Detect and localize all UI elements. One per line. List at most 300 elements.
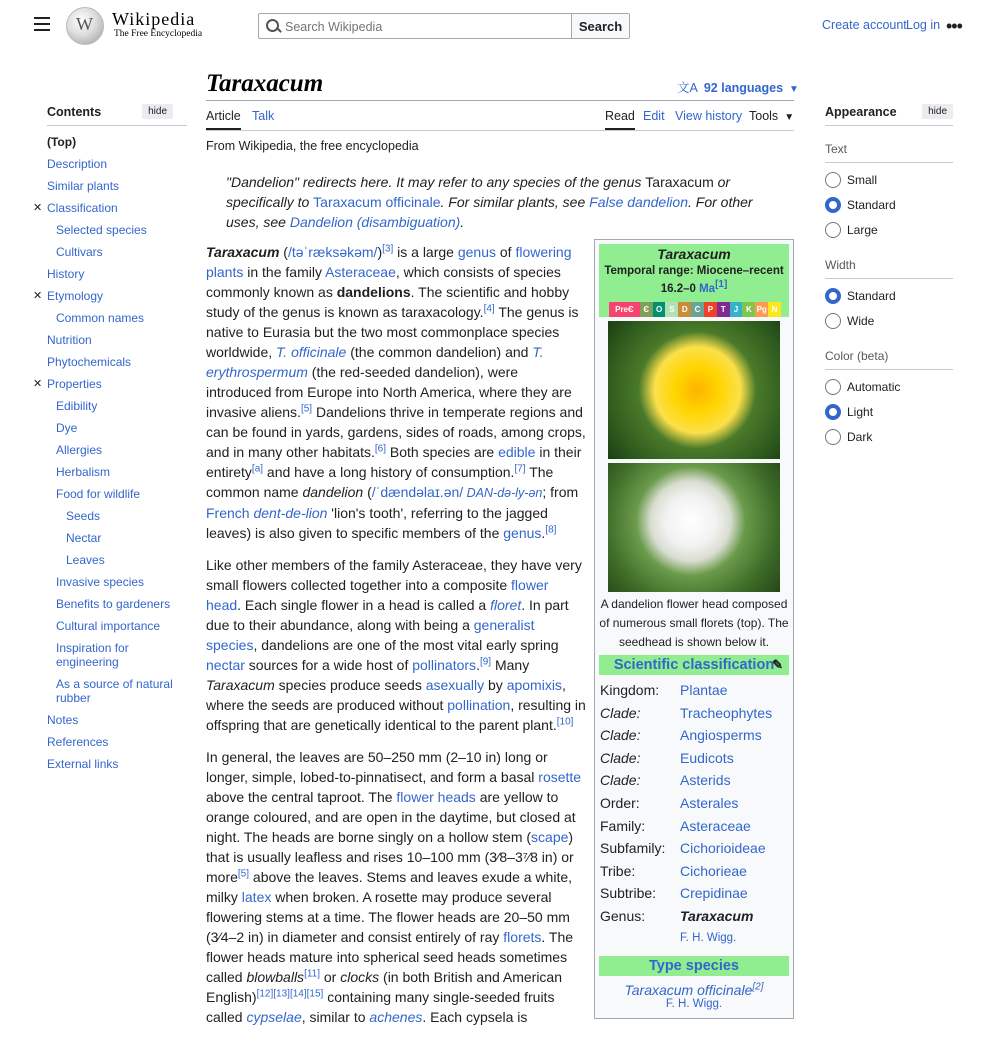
period-segment[interactable]: Pg: [755, 302, 768, 317]
text: . The flower heads mature into spherical seed heads sometimes called: [206, 929, 574, 985]
period-segment[interactable]: K: [742, 302, 755, 317]
link[interactable]: asexually: [425, 677, 485, 693]
toc-item[interactable]: [33, 527, 173, 549]
text: and have a long history of consumption.: [263, 464, 515, 480]
type-species-header: [599, 956, 789, 976]
toc-item[interactable]: [33, 395, 173, 417]
toc-hide-button[interactable]: hide: [142, 104, 173, 119]
text: in the family: [243, 264, 326, 280]
radio-selected-icon[interactable]: [825, 197, 841, 213]
toc-item[interactable]: [33, 709, 173, 731]
text: above the leaves. Stems and leaves exude a white, milky: [206, 869, 573, 905]
scientific-classification-header: [599, 655, 789, 675]
wikipedia-tagline: The Free Encyclopedia: [114, 29, 203, 39]
text: Taraxacum: [206, 677, 275, 693]
classification-row: [595, 882, 793, 905]
toc-item[interactable]: [33, 673, 173, 709]
languages-label: 92 languages: [703, 81, 784, 95]
genus-authority[interactable]: F. H. Wigg.: [680, 931, 737, 944]
ipa-link[interactable]: /təˈræksəkəm/: [287, 244, 378, 260]
respelling-link[interactable]: DAN-də-ly-ən: [463, 486, 543, 500]
classification-row: [595, 905, 793, 928]
link[interactable]: flower head: [206, 577, 549, 613]
text: Many: [491, 657, 530, 673]
text: The common name: [206, 464, 554, 500]
toc-item[interactable]: [33, 219, 173, 241]
toc-link[interactable]: Invasive species: [56, 575, 145, 589]
text: in) or more: [206, 849, 574, 885]
rank-label: Kingdom:: [600, 682, 660, 698]
text: Both species are: [386, 444, 499, 460]
appearance-header: [825, 104, 953, 119]
toc-item[interactable]: [33, 175, 173, 197]
link[interactable]: flowering plants: [206, 244, 572, 280]
taxobox-header: [599, 244, 789, 317]
link[interactable]: achenes: [369, 1009, 423, 1025]
taxon-link[interactable]: Tracheophytes: [680, 704, 773, 721]
option-label: Automatic: [847, 379, 901, 394]
rank-label[interactable]: Clade:: [600, 772, 641, 789]
expand-toggle-icon[interactable]: ✕: [33, 378, 43, 390]
text: above the central taproot. The: [206, 789, 397, 805]
site-header: [0, 0, 1000, 52]
toc-link[interactable]: Food for wildlife: [56, 487, 141, 501]
hatnote-text: . For similar plants, see: [440, 194, 590, 210]
geologic-timescale-bar: [609, 302, 781, 317]
text-size-label: Text: [825, 142, 953, 163]
taxon-link[interactable]: Cichorieae: [680, 862, 747, 879]
toc-item[interactable]: [33, 417, 173, 439]
rank-label[interactable]: Clade:: [600, 727, 641, 744]
taxon-link[interactable]: Crepidinae: [680, 885, 748, 902]
toc-link[interactable]: Common names: [56, 311, 145, 325]
link[interactable]: French: [206, 505, 250, 521]
create-account-link[interactable]: Create account: [822, 18, 907, 32]
text: dandelions: [336, 284, 411, 300]
width-options: [825, 283, 953, 333]
link[interactable]: genus: [503, 525, 542, 541]
toc-item[interactable]: [33, 731, 173, 753]
text: .: [541, 525, 546, 541]
temporal-range-label: Temporal range: Miocene–recent: [604, 265, 784, 277]
radio-icon[interactable]: [825, 379, 841, 395]
appearance-title: Appearance: [825, 104, 897, 119]
type-species-authority[interactable]: F. H. Wigg.: [665, 997, 723, 1010]
citation-link[interactable]: [2]: [752, 980, 764, 992]
expand-toggle-icon[interactable]: ✕: [33, 290, 43, 302]
text: clocks: [340, 969, 380, 985]
text: is a large: [393, 244, 458, 260]
text: ; from: [542, 484, 579, 500]
classification-row: [595, 837, 793, 860]
type-species-value: [595, 982, 793, 998]
taxon-link[interactable]: Asterales: [680, 794, 739, 811]
text: ): [377, 244, 383, 260]
text: . Each single flower in a head is called a: [237, 597, 491, 613]
pencil-icon[interactable]: ✎: [772, 657, 783, 672]
tab-read[interactable]: Read: [605, 109, 635, 130]
toc-item[interactable]: [33, 329, 173, 351]
text-size-small-option[interactable]: [825, 167, 953, 192]
toc-link[interactable]: Nectar: [66, 531, 102, 545]
text: (: [363, 484, 372, 500]
toc-link[interactable]: Selected species: [56, 223, 147, 237]
hatnote-text: or specifically to: [226, 174, 731, 210]
temporal-range: [601, 262, 787, 298]
toc-link[interactable]: External links: [47, 757, 119, 771]
classification-row: [595, 860, 793, 883]
taxon-link[interactable]: Cichorioideae: [680, 840, 766, 857]
toc-item[interactable]: [33, 373, 173, 395]
text: , where the seeds are produced without: [206, 677, 566, 713]
taxon-link[interactable]: Plantae: [680, 682, 728, 698]
text: containing many single-seeded fruits called: [206, 989, 555, 1025]
toc-item[interactable]: [33, 615, 173, 637]
width-wide-option[interactable]: [825, 308, 953, 333]
hatnote-link[interactable]: Taraxacum officinale: [313, 194, 441, 210]
taxon-link: Taraxacum: [680, 907, 754, 924]
text: by: [484, 677, 507, 693]
link[interactable]: nectar: [206, 657, 245, 673]
toc-item[interactable]: [33, 285, 173, 307]
hatnote: [206, 172, 776, 232]
toc-link[interactable]: Notes: [47, 713, 79, 727]
radio-icon[interactable]: [825, 313, 841, 329]
toc-item[interactable]: [33, 197, 173, 219]
from-wikipedia-note: From Wikipedia, the free encyclopedia: [206, 139, 419, 153]
rank-label: Subfamily:: [600, 840, 666, 857]
hatnote-text: Taraxacum: [645, 174, 714, 190]
taxobox-title: Taraxacum: [657, 246, 731, 262]
option-label: Dark: [847, 429, 873, 444]
toc-link[interactable]: Properties: [47, 377, 102, 391]
classification-rows: [595, 679, 793, 928]
rank-label: Order:: [600, 794, 640, 811]
link[interactable]: T. officinale: [276, 344, 347, 360]
text: , dandelions are one of the most vital early spring: [253, 637, 559, 653]
dandelion-seedhead-image[interactable]: [608, 463, 780, 592]
paragraph: [206, 747, 586, 1027]
classification-row: [595, 679, 793, 702]
citation-link[interactable]: [6]: [374, 443, 387, 455]
toc-title: Contents: [47, 104, 102, 119]
text: dandelion: [302, 484, 364, 500]
link[interactable]: florets: [503, 929, 542, 945]
toc-link[interactable]: Etymology: [47, 289, 104, 303]
link[interactable]: floret: [490, 597, 522, 613]
text: sources for a wide host of: [244, 657, 413, 673]
period-segment[interactable]: D: [678, 302, 691, 317]
width-label: Width: [825, 258, 953, 279]
toc-link[interactable]: (Top): [47, 135, 77, 149]
text: Taraxacum: [206, 244, 280, 260]
wikipedia-wordmark[interactable]: Wikipedia: [112, 9, 196, 29]
text: The genus is native to Eurasia but the two most commonplace species worldwide,: [206, 304, 579, 360]
rank-label: Genus:: [600, 907, 646, 924]
text: , which consists of species commonly known as: [206, 264, 561, 300]
option-label: Large: [847, 222, 878, 237]
fraction: 3⁄8–3⁷⁄8: [489, 849, 538, 865]
period-segment[interactable]: J: [730, 302, 743, 317]
toc-link[interactable]: Cultivars: [56, 245, 103, 259]
taxobox: [594, 239, 794, 1019]
tab-article[interactable]: Article: [206, 109, 241, 130]
period-segment[interactable]: O: [653, 302, 666, 317]
expand-toggle-icon[interactable]: ✕: [33, 202, 43, 214]
text: 'lion's tooth', referring to the jagged leaves) is also given to specific members of the: [206, 505, 548, 541]
classification-row: [595, 724, 793, 747]
radio-selected-icon[interactable]: [825, 404, 841, 420]
table-of-contents: [33, 104, 173, 775]
period-segment[interactable]: T: [717, 302, 730, 317]
paragraph: [206, 555, 586, 735]
toc-link[interactable]: References: [47, 735, 109, 749]
text: . In part due to their abundance, along with being a: [206, 597, 569, 633]
radio-icon[interactable]: [825, 429, 841, 445]
dandelion-flower-image[interactable]: [608, 321, 780, 459]
toc-link[interactable]: Nutrition: [47, 333, 92, 347]
toc-item[interactable]: [33, 593, 173, 615]
text: (: [279, 244, 288, 260]
option-label: Light: [847, 404, 874, 419]
title-divider: [206, 100, 794, 101]
color-automatic-option[interactable]: [825, 374, 953, 399]
classification-row: [595, 769, 793, 792]
hatnote-link[interactable]: Dandelion (disambiguation): [289, 214, 461, 230]
toc-link[interactable]: Classification: [47, 201, 118, 215]
text: Like other members of the family Asteraceae, they have very small flowers collected together into a composite: [206, 557, 582, 593]
ma-link[interactable]: Ma: [699, 283, 716, 295]
text: species produce seeds: [274, 677, 426, 693]
citation-link[interactable]: [4]: [483, 303, 495, 315]
radio-icon[interactable]: [825, 222, 841, 238]
citation-link[interactable]: [7]: [514, 463, 526, 475]
text: ) that is usually leafless and rises 10–100 mm (: [206, 829, 574, 865]
citation-link[interactable]: [12][13][14][15]: [256, 988, 324, 1000]
taxon-link[interactable]: Asteraceae: [680, 817, 751, 834]
image-caption: A dandelion flower head composed of numerous small florets (top). The seedhead is shown below it.: [599, 597, 789, 649]
hatnote-text: "Dandelion" redirects here. It may refer to any species of the genus: [226, 174, 646, 190]
hatnote-link[interactable]: False dandelion: [589, 194, 688, 210]
link[interactable]: pollinators: [412, 657, 477, 673]
option-label: Small: [847, 172, 878, 187]
toc-item[interactable]: [33, 153, 173, 175]
text: In general, the leaves are 50–250 mm (2–10 in) long or longer, simple, lobed-to-pinnatisect, and form a basal: [206, 749, 548, 785]
color-label: Color (beta): [825, 349, 953, 370]
color-light-option[interactable]: [825, 399, 953, 424]
link[interactable]: generalist species: [206, 617, 535, 653]
citation-link[interactable]: [3]: [382, 243, 394, 255]
classification-row: [595, 747, 793, 770]
citation-link[interactable]: [5]: [300, 403, 313, 415]
toc-link[interactable]: Phytochemicals: [47, 355, 132, 369]
classification-row: [595, 815, 793, 838]
radio-selected-icon[interactable]: [825, 288, 841, 304]
appearance-hide-button[interactable]: hide: [922, 104, 953, 119]
rank-label: Family:: [600, 817, 646, 834]
toc-item[interactable]: [33, 241, 173, 263]
text: (in both British and American English): [206, 969, 563, 1005]
link[interactable]: rosette: [538, 769, 582, 785]
text: , resulting in offspring that are genetically identical to the parent plant.: [206, 697, 586, 733]
text: in their entirety: [206, 444, 582, 480]
toc-item[interactable]: [33, 461, 173, 483]
toc-item[interactable]: [33, 351, 173, 373]
option-label: Wide: [847, 313, 875, 328]
text: (the common dandelion) and: [346, 344, 533, 360]
period-segment[interactable]: P: [704, 302, 717, 317]
link[interactable]: genus: [457, 244, 496, 260]
toc-link[interactable]: Benefits to gardeners: [56, 597, 171, 611]
citation-link[interactable]: [8]: [545, 524, 557, 536]
classification-row: [595, 792, 793, 815]
chevron-down-icon: ▼: [784, 112, 795, 123]
toc-item[interactable]: [33, 571, 173, 593]
toc-link[interactable]: Leaves: [66, 553, 105, 567]
appearance-panel: [825, 104, 953, 449]
tools-label: Tools: [749, 109, 779, 123]
toc-link[interactable]: Allergies: [56, 443, 103, 457]
toc-link[interactable]: As a source of natural rubber: [56, 677, 173, 705]
period-segment[interactable]: C: [691, 302, 704, 317]
intro-paragraph: [206, 242, 586, 543]
rank-label: Tribe:: [600, 862, 636, 879]
tab-view-history[interactable]: View history: [675, 109, 743, 123]
text: Dandelions thrive in temperate regions and can be found in yards, gardens, sides of roads, among crops, and in many other habitats.: [206, 404, 586, 460]
search-input[interactable]: [285, 14, 571, 38]
link[interactable]: T. erythrospermum: [206, 344, 544, 380]
toc-item[interactable]: [33, 549, 173, 571]
period-segment[interactable]: S: [665, 302, 678, 317]
tab-edit[interactable]: Edit: [643, 109, 665, 123]
wikipedia-globe-logo[interactable]: W: [66, 7, 104, 45]
tools-menu[interactable]: [749, 109, 794, 130]
text: when broken. A rosette may produce several flowering stems at a time. The flower heads are 20–50 mm (: [206, 889, 570, 945]
text-size-large-option[interactable]: [825, 217, 953, 242]
tab-talk[interactable]: Talk: [252, 109, 275, 123]
toc-item[interactable]: [33, 483, 173, 505]
citation-link[interactable]: [5]: [237, 868, 250, 880]
type-species-name[interactable]: Taraxacum officinale: [624, 981, 753, 998]
color-options: [825, 374, 953, 449]
link[interactable]: latex: [241, 889, 272, 905]
radio-icon[interactable]: [825, 172, 841, 188]
toc-link[interactable]: Herbalism: [56, 465, 111, 479]
citation-link[interactable]: [9]: [479, 656, 492, 668]
text: (the red-seeded dandelion), were introduced from Europe into North America, where they are invasive aliens.: [206, 364, 572, 420]
toc-divider: [47, 125, 187, 126]
ellipsis-icon[interactable]: •••: [946, 16, 962, 36]
text: in) in diameter and consist entirely of ray: [244, 929, 504, 945]
taxon-link[interactable]: Asterids: [680, 772, 731, 789]
toc-list: [33, 131, 173, 775]
text-size-standard-option[interactable]: [825, 192, 953, 217]
text: of: [496, 244, 516, 260]
page-title: Taraxacum: [206, 70, 324, 97]
taxon-link[interactable]: Angiosperms: [680, 727, 762, 744]
link[interactable]: scape: [531, 829, 569, 845]
toc-item[interactable]: [33, 307, 173, 329]
log-in-link[interactable]: Log in: [906, 18, 941, 32]
toc-link[interactable]: Seeds: [66, 509, 101, 523]
text: . Each cypsela is: [422, 1009, 528, 1025]
toc-link[interactable]: Dye: [56, 421, 78, 435]
link[interactable]: cypselae: [246, 1009, 302, 1025]
citation-link[interactable]: [11]: [304, 968, 320, 980]
link[interactable]: pollination: [447, 697, 511, 713]
toc-link[interactable]: Cultural importance: [56, 619, 161, 633]
translate-icon: 文A: [677, 81, 698, 95]
rank-label: Subtribe:: [600, 885, 657, 902]
option-label: Standard: [847, 288, 896, 303]
rank-label[interactable]: Clade:: [600, 749, 641, 766]
option-label: Standard: [847, 197, 896, 212]
scientific-classification-link[interactable]: Scientific classification: [613, 657, 775, 673]
text: , similar to: [301, 1009, 370, 1025]
taxon-link[interactable]: Eudicots: [680, 749, 734, 766]
period-segment[interactable]: Є: [640, 302, 653, 317]
link[interactable]: apomixis: [506, 677, 562, 693]
appearance-divider: [825, 125, 953, 126]
text: . The scientific and hobby study of the genus is known as taraxacology.: [206, 284, 570, 320]
text: .: [476, 657, 480, 673]
link[interactable]: flower heads: [396, 789, 476, 805]
color-dark-option[interactable]: [825, 424, 953, 449]
classification-row: [595, 702, 793, 725]
search-icon: [259, 14, 285, 38]
tabs-divider: [206, 130, 794, 131]
link[interactable]: dent-de-lion: [249, 505, 328, 521]
toc-item[interactable]: [33, 439, 173, 461]
text: are yellow to orange coloured, and are open in the daytime, but closed at night. The heads are borne singly on a hollow stem (: [206, 789, 576, 845]
note-link[interactable]: [a]: [251, 463, 264, 475]
toc-item[interactable]: [33, 753, 173, 775]
toc-link[interactable]: Inspiration for engineering: [56, 641, 129, 669]
languages-button[interactable]: [677, 78, 799, 96]
toc-header: [33, 104, 173, 119]
fraction: 3⁄4–2: [210, 929, 245, 945]
citation-link[interactable]: [1]: [715, 279, 728, 291]
chevron-down-icon: ▼: [789, 84, 799, 95]
hamburger-icon[interactable]: [34, 17, 50, 33]
toc-item[interactable]: [33, 637, 173, 673]
toc-link[interactable]: History: [47, 267, 85, 281]
ipa-link[interactable]: /ˈdændəlaɪ.ən/: [371, 484, 464, 500]
citation-link[interactable]: [10]: [556, 716, 574, 728]
text: or: [320, 969, 341, 985]
toc-item[interactable]: [33, 263, 173, 285]
toc-link[interactable]: Edibility: [56, 399, 98, 413]
link[interactable]: edible: [498, 444, 536, 460]
hatnote-text: .: [460, 214, 465, 230]
temporal-range-value: 16.2–0: [660, 283, 700, 295]
type-species-link[interactable]: Type species: [648, 957, 739, 974]
rank-label[interactable]: Clade:: [600, 704, 641, 721]
text: blowballs: [246, 969, 305, 985]
width-standard-option[interactable]: [825, 283, 953, 308]
toc-link[interactable]: Description: [47, 157, 108, 171]
period-segment[interactable]: PreЄ: [609, 302, 640, 317]
period-segment[interactable]: N: [768, 302, 781, 317]
link[interactable]: Asteraceae: [325, 264, 396, 280]
toc-item[interactable]: [33, 505, 173, 527]
hatnote-text: . For other uses, see: [226, 194, 753, 230]
toc-link[interactable]: Similar plants: [47, 179, 120, 193]
text-size-options: [825, 167, 953, 242]
search-button[interactable]: Search: [571, 14, 629, 38]
search-box: [258, 13, 630, 39]
toc-item[interactable]: [33, 131, 173, 153]
